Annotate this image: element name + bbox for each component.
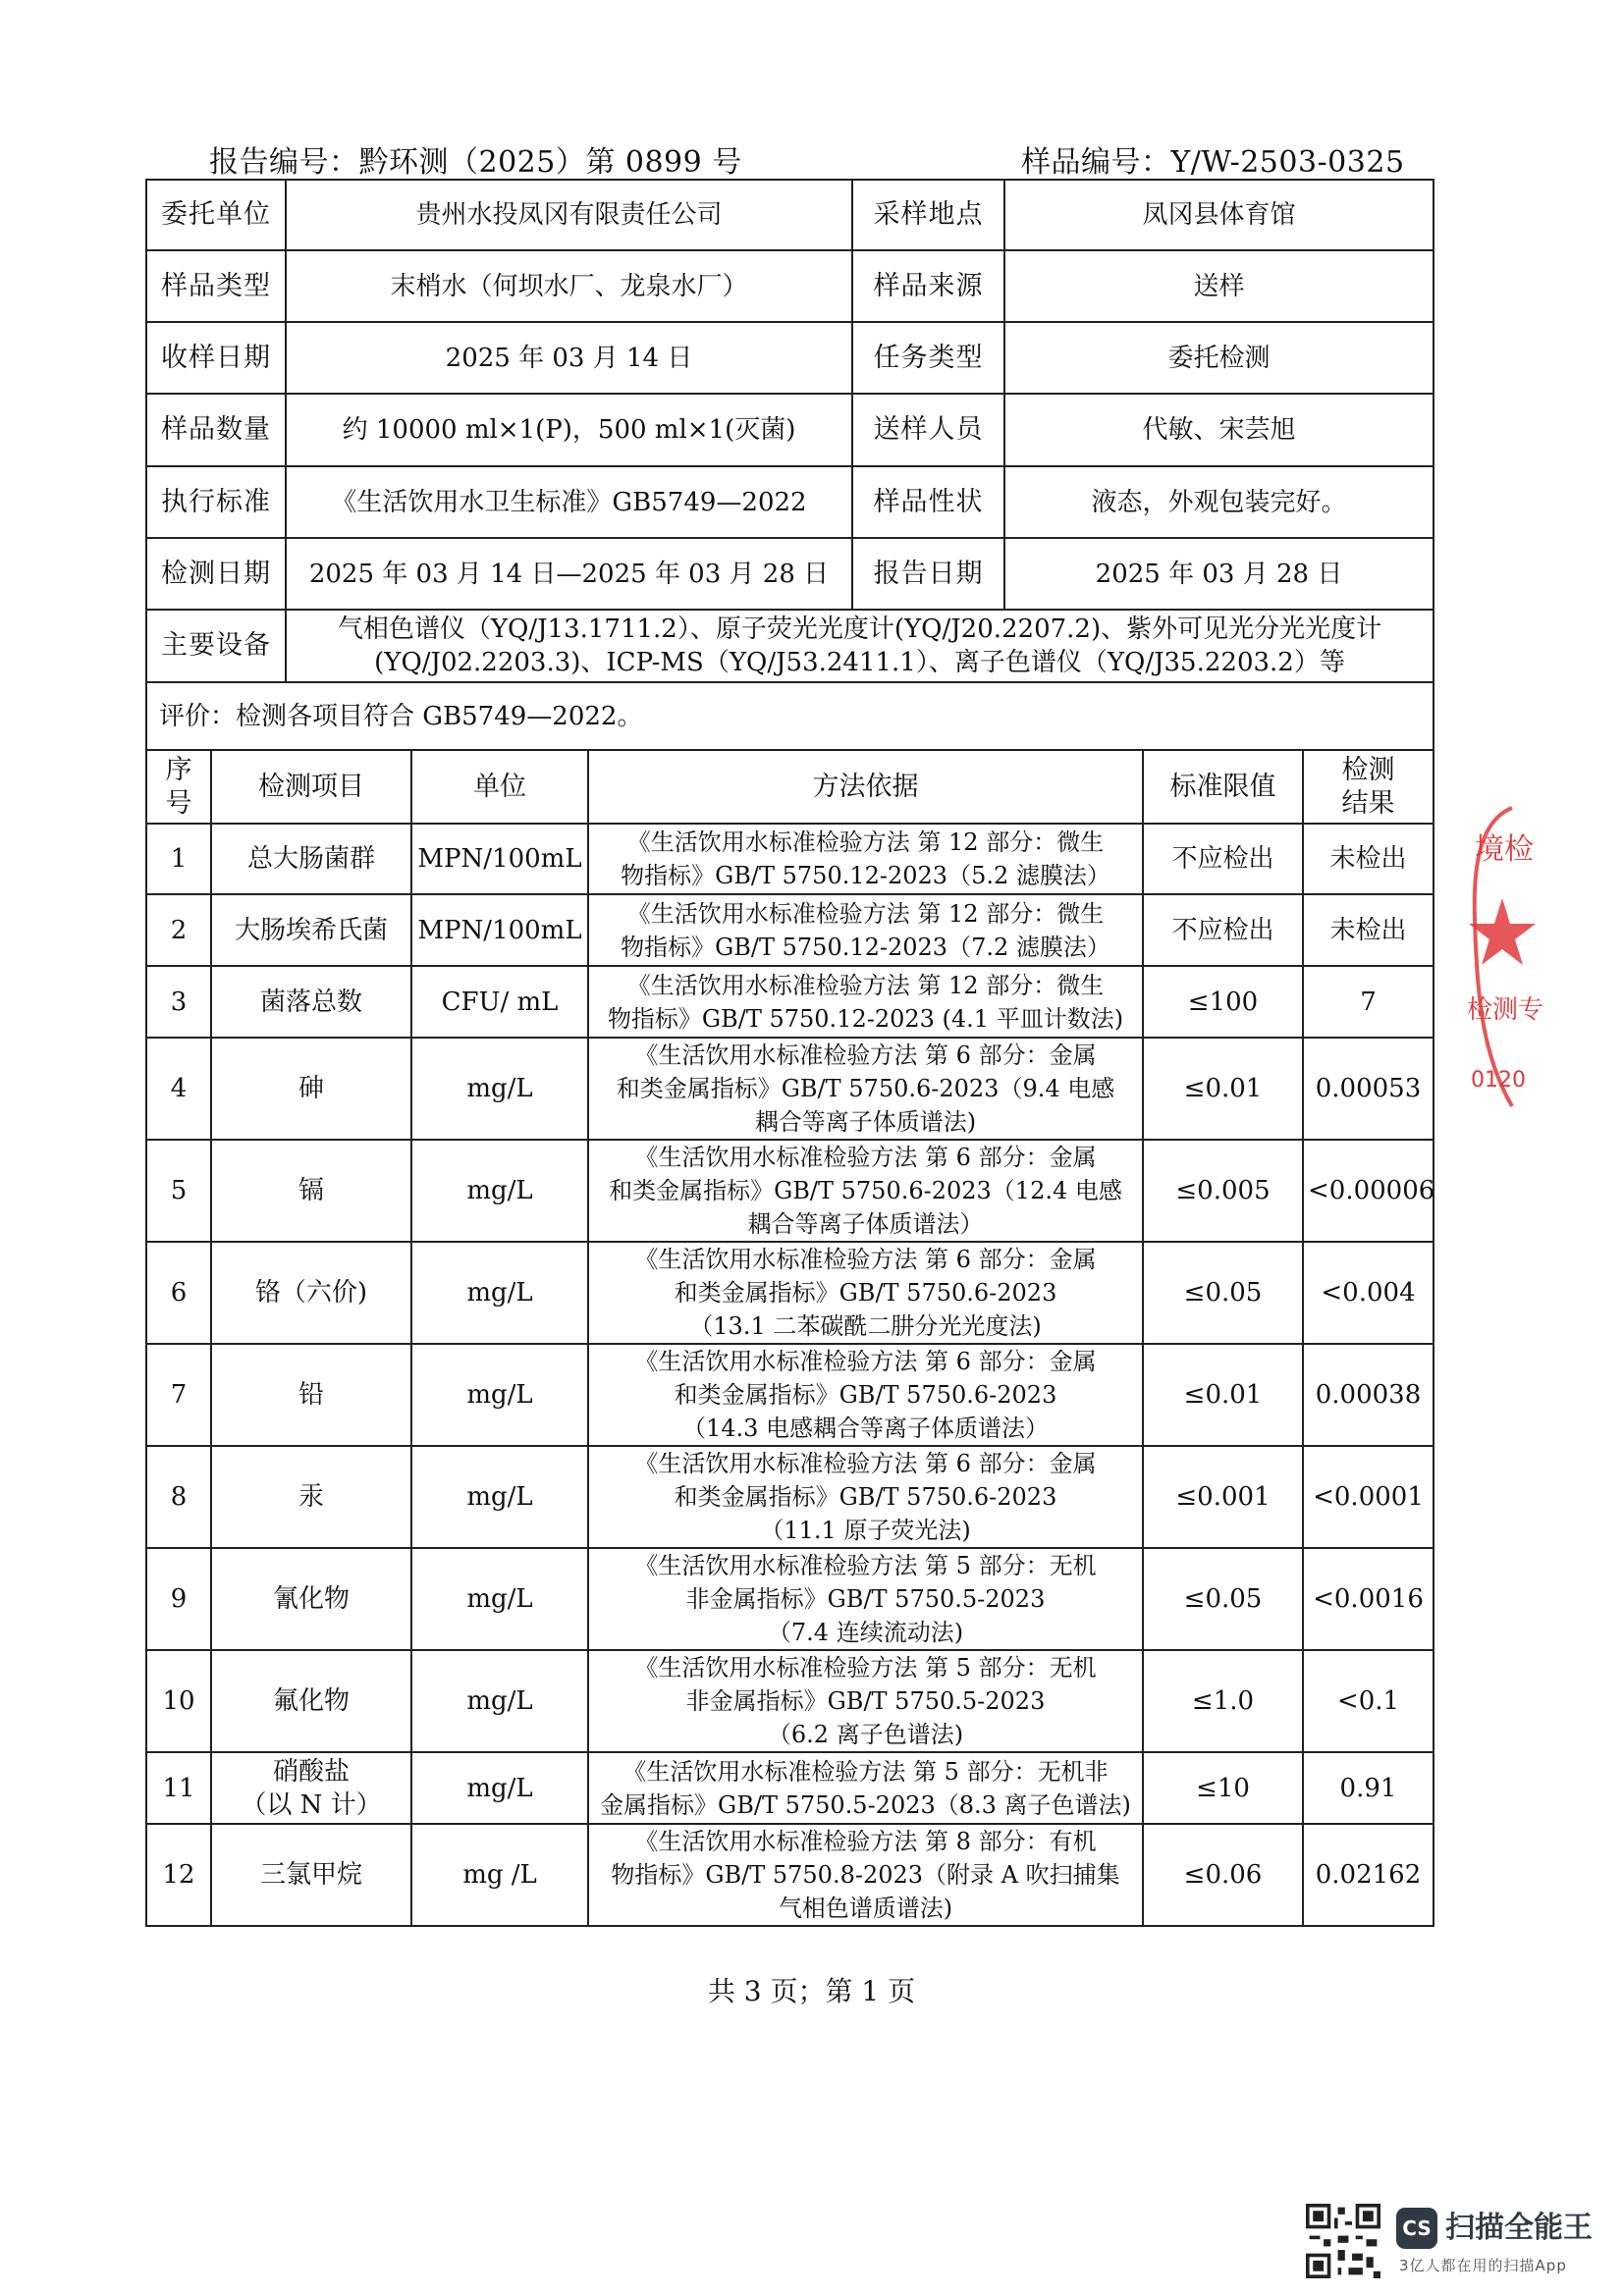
method-line: （6.2 离子色谱法) bbox=[767, 1721, 964, 1748]
method-line: 《生活饮用水标准检验方法 第 6 部分：金属 bbox=[634, 1041, 1097, 1069]
test-result bbox=[1303, 966, 1434, 1038]
unit bbox=[411, 1140, 588, 1242]
test-result bbox=[1303, 1140, 1434, 1242]
table-row bbox=[146, 1344, 1434, 1446]
test-item-line: （以 N 计） bbox=[241, 1789, 382, 1820]
svg-text:检测专: 检测专 bbox=[1467, 995, 1544, 1025]
method bbox=[588, 1140, 1143, 1242]
svg-text:0120: 0120 bbox=[1471, 1068, 1526, 1093]
test-date-value: 2025 年 03 月 14 日—2025 年 03 月 28 日 bbox=[286, 538, 852, 610]
unit-line: mg/L bbox=[466, 1278, 533, 1308]
report-date-value: 2025 年 03 月 28 日 bbox=[1004, 538, 1434, 610]
unit bbox=[411, 1650, 588, 1752]
test-result-line: 未检出 bbox=[1329, 844, 1407, 874]
method-line: 非金属指标》GB/T 5750.5-2023 bbox=[685, 1687, 1046, 1715]
row-number-line: 8 bbox=[170, 1482, 188, 1512]
standard-label: 执行标准 bbox=[146, 466, 286, 538]
test-item-line: 氟化物 bbox=[272, 1686, 350, 1716]
standard-limit-line: ≤10 bbox=[1196, 1773, 1250, 1803]
method-line: 《生活饮用水标准检验方法 第 5 部分：无机 bbox=[634, 1654, 1097, 1682]
test-item-line: 砷 bbox=[298, 1074, 324, 1103]
header-no-line: 号 bbox=[165, 787, 192, 819]
row-number-line: 5 bbox=[170, 1176, 188, 1205]
row-number bbox=[146, 1824, 211, 1926]
report-number: 报告编号：黔环测（2025）第 0899 号 bbox=[209, 145, 742, 180]
method bbox=[588, 1548, 1143, 1650]
row-number bbox=[146, 1242, 211, 1344]
method bbox=[588, 1242, 1143, 1344]
sample-number: 样品编号：Y/W-2503-0325 bbox=[1021, 145, 1405, 180]
equipment-line: 气相色谱仪（YQ/J13.1711.2）、原子荧光光度计(YQ/J20.2207.2)、紫外可见光分光光度计 bbox=[337, 614, 1382, 644]
test-item-line: 菌落总数 bbox=[259, 987, 362, 1017]
test-item-line: 铬（六价) bbox=[254, 1278, 368, 1308]
method bbox=[588, 966, 1143, 1038]
test-item bbox=[211, 894, 411, 966]
method-line: 物指标》GB/T 5750.12-2023（7.2 滤膜法） bbox=[621, 933, 1110, 961]
method-line: 《生活饮用水标准检验方法 第 5 部分：无机 bbox=[634, 1552, 1097, 1579]
standard-limit-line: ≤0.01 bbox=[1183, 1380, 1263, 1410]
standard-limit bbox=[1143, 1140, 1303, 1242]
method bbox=[588, 1824, 1143, 1926]
row-number-line: 2 bbox=[170, 915, 188, 945]
table-row bbox=[146, 1038, 1434, 1140]
test-item-line: 镉 bbox=[298, 1176, 324, 1205]
qty-label: 样品数量 bbox=[146, 394, 286, 466]
standard-limit bbox=[1143, 1242, 1303, 1344]
method-line: 耦合等离子体质谱法） bbox=[747, 1210, 984, 1238]
row-number bbox=[146, 1140, 211, 1242]
test-item bbox=[211, 1446, 411, 1548]
row-number-line: 3 bbox=[170, 987, 188, 1017]
test-result-line: <0.0001 bbox=[1313, 1482, 1424, 1512]
test-item-line: 硝酸盐 bbox=[272, 1756, 350, 1787]
unit bbox=[411, 1824, 588, 1926]
table-row bbox=[146, 824, 1434, 894]
table-row bbox=[146, 1824, 1434, 1926]
unit-line: CFU/ mL bbox=[441, 987, 559, 1017]
header-no bbox=[146, 750, 211, 824]
unit bbox=[411, 1038, 588, 1140]
method-line: 《生活饮用水标准检验方法 第 6 部分：金属 bbox=[634, 1246, 1097, 1273]
test-result bbox=[1303, 1344, 1434, 1446]
standard-limit bbox=[1143, 966, 1303, 1038]
sample-info-table bbox=[145, 179, 1434, 751]
unit-line: mg/L bbox=[466, 1584, 533, 1614]
method-line: 和类金属指标》GB/T 5750.6-2023（12.4 电感 bbox=[609, 1177, 1122, 1204]
unit bbox=[411, 1548, 588, 1650]
method-line: 和类金属指标》GB/T 5750.6-2023（9.4 电感 bbox=[616, 1075, 1115, 1102]
header-limit: 标准限值 bbox=[1143, 750, 1303, 824]
row-number-line: 7 bbox=[170, 1380, 188, 1410]
page-number: 共 3 页；第 1 页 bbox=[707, 1975, 916, 2007]
unit-line: mg/L bbox=[466, 1773, 533, 1803]
header-method: 方法依据 bbox=[588, 750, 1143, 824]
method bbox=[588, 1650, 1143, 1752]
test-item bbox=[211, 1650, 411, 1752]
qr-code-icon bbox=[1306, 2204, 1380, 2278]
test-result bbox=[1303, 824, 1434, 894]
standard-limit bbox=[1143, 1038, 1303, 1140]
unit bbox=[411, 824, 588, 894]
table-row bbox=[146, 1446, 1434, 1548]
table-row bbox=[146, 1650, 1434, 1752]
test-result-line: <0.004 bbox=[1321, 1278, 1416, 1308]
row-number bbox=[146, 966, 211, 1038]
row-number-line: 9 bbox=[170, 1584, 188, 1614]
method-line: 《生活饮用水标准检验方法 第 5 部分：无机非 bbox=[622, 1757, 1109, 1786]
method-line: 《生活饮用水标准检验方法 第 6 部分：金属 bbox=[634, 1348, 1097, 1375]
standard-limit-line: ≤0.001 bbox=[1175, 1482, 1271, 1512]
table-row bbox=[146, 1140, 1434, 1242]
standard-limit-line: ≤0.05 bbox=[1183, 1278, 1263, 1308]
row-number bbox=[146, 1038, 211, 1140]
standard-limit bbox=[1143, 1752, 1303, 1824]
header-unit: 单位 bbox=[411, 750, 588, 824]
header-item: 检测项目 bbox=[211, 750, 411, 824]
sender-value: 代敏、宋芸旭 bbox=[1004, 394, 1434, 466]
header-result-line: 检测 bbox=[1341, 754, 1395, 785]
method-line: 耦合等离子体质谱法) bbox=[754, 1108, 977, 1136]
test-item bbox=[211, 824, 411, 894]
method-line: 和类金属指标》GB/T 5750.6-2023 bbox=[674, 1279, 1057, 1307]
recv-label: 收样日期 bbox=[146, 322, 286, 394]
task-value: 委托检测 bbox=[1004, 322, 1434, 394]
equipment-label: 主要设备 bbox=[146, 610, 286, 682]
row-number-line: 6 bbox=[170, 1278, 188, 1308]
row-number bbox=[146, 1752, 211, 1824]
test-item-line: 三氯甲烷 bbox=[259, 1860, 362, 1890]
test-item-line: 氰化物 bbox=[272, 1584, 350, 1614]
method-line: 《生活饮用水标准检验方法 第 12 部分：微生 bbox=[626, 828, 1105, 856]
method-line: 物指标》GB/T 5750.8-2023（附录 A 吹扫捕集 bbox=[611, 1861, 1120, 1889]
test-item bbox=[211, 1242, 411, 1344]
row-number-line: 12 bbox=[162, 1860, 195, 1890]
method-line: 《生活饮用水标准检验方法 第 12 部分：微生 bbox=[626, 971, 1105, 999]
test-result-line: 0.91 bbox=[1339, 1773, 1397, 1803]
standard-limit-line: ≤0.005 bbox=[1175, 1176, 1271, 1205]
unit-line: mg/L bbox=[466, 1176, 533, 1205]
test-result bbox=[1303, 1038, 1434, 1140]
unit-line: mg/L bbox=[466, 1074, 533, 1103]
evaluation: 评价：检测各项目符合 GB5749—2022。 bbox=[146, 682, 1434, 750]
test-date-label: 检测日期 bbox=[146, 538, 286, 610]
unit bbox=[411, 894, 588, 966]
table-row bbox=[146, 1752, 1434, 1824]
row-number-line: 11 bbox=[162, 1773, 195, 1803]
equipment-line: (YQ/J02.2203.3)、ICP-MS（YQ/J53.2411.1）、离子色谱仪（YQ/J35.2203.2）等 bbox=[374, 648, 1345, 677]
method-line: （7.4 连续流动法) bbox=[767, 1619, 964, 1646]
camscanner-logo-icon: CS bbox=[1396, 2208, 1437, 2249]
standard-limit bbox=[1143, 824, 1303, 894]
method-line: （11.1 原子荧光法) bbox=[760, 1517, 971, 1544]
test-item bbox=[211, 1038, 411, 1140]
method-line: 和类金属指标》GB/T 5750.6-2023 bbox=[674, 1381, 1057, 1409]
method-line: 物指标》GB/T 5750.12-2023 (4.1 平皿计数法) bbox=[607, 1004, 1124, 1033]
test-result bbox=[1303, 1548, 1434, 1650]
test-item bbox=[211, 1548, 411, 1650]
unit bbox=[411, 1752, 588, 1824]
standard-limit-line: ≤1.0 bbox=[1191, 1686, 1255, 1716]
test-result bbox=[1303, 1446, 1434, 1548]
test-result-line: <0.00006 bbox=[1308, 1176, 1435, 1205]
state-value: 液态，外观包装完好。 bbox=[1004, 466, 1434, 538]
row-number bbox=[146, 824, 211, 894]
standard-limit-line: ≤100 bbox=[1187, 987, 1259, 1017]
standard-limit-line: ≤0.05 bbox=[1183, 1584, 1263, 1614]
standard-limit bbox=[1143, 1824, 1303, 1926]
standard-limit-line: 不应检出 bbox=[1171, 844, 1274, 874]
equipment-value bbox=[286, 610, 1434, 682]
test-item bbox=[211, 1140, 411, 1242]
method bbox=[588, 824, 1143, 894]
method-line: 物指标》GB/T 5750.12-2023（5.2 滤膜法） bbox=[621, 862, 1110, 889]
report-date-label: 报告日期 bbox=[852, 538, 1004, 610]
standard-limit bbox=[1143, 1548, 1303, 1650]
test-result-line: <0.1 bbox=[1336, 1686, 1400, 1716]
standard-limit-line: ≤0.06 bbox=[1183, 1860, 1263, 1890]
test-result bbox=[1303, 1752, 1434, 1824]
red-seal-stamp bbox=[1453, 800, 1544, 1114]
camscanner-watermark bbox=[1306, 2204, 1600, 2277]
test-result-line: <0.0016 bbox=[1313, 1584, 1424, 1614]
test-item-line: 总大肠菌群 bbox=[246, 844, 375, 874]
header-no-line: 序 bbox=[165, 754, 192, 785]
test-result-line: 未检出 bbox=[1329, 915, 1407, 945]
camscanner-brand: 扫描全能王 bbox=[1445, 2211, 1593, 2245]
method-line: 金属指标》GB/T 5750.5-2023（8.3 离子色谱法) bbox=[600, 1790, 1131, 1819]
test-result bbox=[1303, 894, 1434, 966]
row-number bbox=[146, 1650, 211, 1752]
row-number bbox=[146, 1548, 211, 1650]
unit-line: mg/L bbox=[466, 1482, 533, 1512]
unit bbox=[411, 1446, 588, 1548]
row-number-line: 10 bbox=[162, 1686, 195, 1716]
method-line: 和类金属指标》GB/T 5750.6-2023 bbox=[674, 1483, 1057, 1511]
method-line: （13.1 二苯碳酰二肼分光光度法) bbox=[689, 1312, 1042, 1340]
header-result bbox=[1303, 750, 1434, 824]
method-line: 非金属指标》GB/T 5750.5-2023 bbox=[685, 1585, 1046, 1613]
unit-line: MPN/100mL bbox=[417, 915, 582, 945]
camscanner-tagline: 3亿人都在用的扫描App bbox=[1399, 2257, 1567, 2274]
recv-value: 2025 年 03 月 14 日 bbox=[286, 322, 852, 394]
task-label: 任务类型 bbox=[852, 322, 1004, 394]
row-number bbox=[146, 894, 211, 966]
client-value: 贵州水投凤冈有限责任公司 bbox=[286, 180, 852, 250]
header-result-line: 结果 bbox=[1341, 787, 1395, 819]
type-value: 末梢水（何坝水厂、龙泉水厂） bbox=[286, 250, 852, 322]
table-row bbox=[146, 1242, 1434, 1344]
method bbox=[588, 894, 1143, 966]
method-line: 气相色谱质谱法) bbox=[778, 1895, 953, 1922]
test-item bbox=[211, 1752, 411, 1824]
test-item-line: 汞 bbox=[298, 1482, 324, 1512]
method-line: 《生活饮用水标准检验方法 第 6 部分：金属 bbox=[634, 1144, 1097, 1171]
test-item bbox=[211, 966, 411, 1038]
standard-limit bbox=[1143, 1650, 1303, 1752]
method-line: （14.3 电感耦合等离子体质谱法） bbox=[681, 1415, 1050, 1442]
source-label: 样品来源 bbox=[852, 250, 1004, 322]
test-result-line: 0.02162 bbox=[1315, 1860, 1422, 1890]
row-number-line: 1 bbox=[170, 844, 188, 874]
method bbox=[588, 1446, 1143, 1548]
method bbox=[588, 1752, 1143, 1824]
method-line: 《生活饮用水标准检验方法 第 6 部分：金属 bbox=[634, 1450, 1097, 1477]
state-label: 样品性状 bbox=[852, 466, 1004, 538]
test-item bbox=[211, 1824, 411, 1926]
unit-line: MPN/100mL bbox=[417, 844, 582, 874]
standard-limit-line: ≤0.01 bbox=[1183, 1074, 1263, 1103]
test-result-line: 7 bbox=[1360, 987, 1377, 1017]
standard-limit bbox=[1143, 894, 1303, 966]
test-item bbox=[211, 1344, 411, 1446]
standard-limit-line: 不应检出 bbox=[1171, 915, 1274, 945]
method-line: 《生活饮用水标准检验方法 第 12 部分：微生 bbox=[626, 899, 1105, 928]
test-result bbox=[1303, 1650, 1434, 1752]
svg-text:境检: 境检 bbox=[1475, 832, 1534, 867]
test-item-line: 铅 bbox=[298, 1380, 324, 1410]
qty-value: 约 10000 ml×1(P)，500 ml×1(灭菌) bbox=[286, 394, 852, 466]
test-result-line: 0.00038 bbox=[1315, 1380, 1422, 1410]
test-result bbox=[1303, 1242, 1434, 1344]
method bbox=[588, 1344, 1143, 1446]
standard-value: 《生活饮用水卫生标准》GB5749—2022 bbox=[286, 466, 852, 538]
table-row bbox=[146, 894, 1434, 966]
unit bbox=[411, 966, 588, 1038]
table-row bbox=[146, 1548, 1434, 1650]
type-label: 样品类型 bbox=[146, 250, 286, 322]
unit-line: mg /L bbox=[462, 1860, 537, 1890]
unit-line: mg/L bbox=[466, 1380, 533, 1410]
site-label: 采样地点 bbox=[852, 180, 1004, 250]
table-row bbox=[146, 966, 1434, 1038]
row-number bbox=[146, 1446, 211, 1548]
site-value: 凤冈县体育馆 bbox=[1004, 180, 1434, 250]
method-line: 《生活饮用水标准检验方法 第 8 部分：有机 bbox=[634, 1828, 1097, 1855]
test-result-line: 0.00053 bbox=[1315, 1074, 1422, 1103]
row-number-line: 4 bbox=[170, 1074, 188, 1103]
unit bbox=[411, 1242, 588, 1344]
test-item-line: 大肠埃希氏菌 bbox=[234, 915, 388, 945]
unit-line: mg/L bbox=[466, 1686, 533, 1716]
unit bbox=[411, 1344, 588, 1446]
client-label: 委托单位 bbox=[146, 180, 286, 250]
test-results-table bbox=[145, 749, 1434, 1927]
source-value: 送样 bbox=[1004, 250, 1434, 322]
method bbox=[588, 1038, 1143, 1140]
standard-limit bbox=[1143, 1446, 1303, 1548]
test-result bbox=[1303, 1824, 1434, 1926]
sender-label: 送样人员 bbox=[852, 394, 1004, 466]
standard-limit bbox=[1143, 1344, 1303, 1446]
row-number bbox=[146, 1344, 211, 1446]
